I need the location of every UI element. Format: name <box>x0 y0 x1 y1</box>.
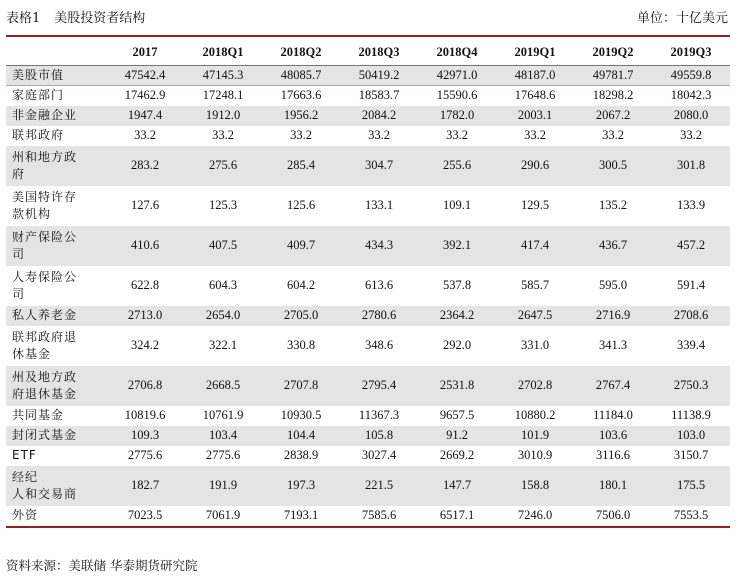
value-cell: 2668.5 <box>184 366 262 406</box>
value-cell: 324.2 <box>130 338 160 352</box>
value-cell: 407.5 <box>184 226 262 266</box>
value-cell: 9657.5 <box>439 408 475 422</box>
value-cell: 133.1 <box>364 198 394 212</box>
value-cell: 331.0 <box>520 338 550 352</box>
value-cell: 392.1 <box>418 226 496 266</box>
col-header: 2017 <box>106 40 184 66</box>
value-cell: 18042.3 <box>670 88 712 103</box>
row-label: 美国特许存 款机构 <box>12 189 78 221</box>
value-cell: 2531.8 <box>418 366 496 406</box>
value-cell: 409.7 <box>262 226 340 266</box>
row-label: 外资 <box>6 506 106 527</box>
table-row <box>6 366 730 406</box>
value-cell: 275.6 <box>184 146 262 186</box>
value-cell: 109.3 <box>106 426 184 446</box>
value-cell: 103.6 <box>574 426 652 446</box>
value-cell: 2750.3 <box>652 366 730 406</box>
value-cell: 15590.6 <box>436 88 478 103</box>
value-cell: 10819.6 <box>124 408 166 422</box>
value-cell: 304.7 <box>340 146 418 186</box>
value-cell: 2067.2 <box>574 106 652 126</box>
col-header: 2018Q1 <box>184 40 262 66</box>
value-cell: 2838.9 <box>283 448 319 462</box>
value-cell: 17462.9 <box>124 88 166 103</box>
row-label: 州及地方政 府退休基金 <box>6 366 106 406</box>
table-row <box>6 426 730 446</box>
value-cell: 17663.6 <box>280 88 322 103</box>
value-cell: 2654.0 <box>184 306 262 326</box>
value-cell: 2775.6 <box>127 448 163 462</box>
value-cell: 180.1 <box>574 466 652 506</box>
value-cell: 2084.2 <box>340 106 418 126</box>
row-label: 经纪 人和交易商 <box>6 466 106 506</box>
value-cell: 2080.0 <box>652 106 730 126</box>
value-cell: 255.6 <box>418 146 496 186</box>
value-cell: 2669.2 <box>439 448 475 462</box>
value-cell: 109.1 <box>442 198 472 212</box>
value-cell: 47542.4 <box>106 66 184 86</box>
table-row <box>6 406 730 426</box>
value-cell: 300.5 <box>574 146 652 186</box>
value-cell: 2706.8 <box>106 366 184 406</box>
table-row <box>6 146 730 186</box>
value-cell: 322.1 <box>208 338 238 352</box>
value-cell: 33.2 <box>680 128 702 142</box>
value-cell: 7246.0 <box>496 506 574 527</box>
header-row <box>6 40 730 66</box>
value-cell: 1956.2 <box>262 106 340 126</box>
value-cell: 457.2 <box>652 226 730 266</box>
row-label: 州和地方政 府 <box>6 146 106 186</box>
table-row <box>6 86 730 106</box>
value-cell: 11138.9 <box>671 408 711 422</box>
value-cell: 2780.6 <box>340 306 418 326</box>
value-cell: 33.2 <box>602 128 624 142</box>
investor-structure-table <box>6 40 730 528</box>
value-cell: 103.0 <box>652 426 730 446</box>
table-row <box>6 506 730 527</box>
value-cell: 10761.9 <box>202 408 244 422</box>
value-cell: 10880.2 <box>514 408 556 422</box>
value-cell: 11367.3 <box>358 408 400 422</box>
top-rule <box>6 35 730 37</box>
value-cell: 158.8 <box>496 466 574 506</box>
corner-cell <box>6 40 106 66</box>
row-label: ETF <box>12 448 37 462</box>
col-header: 2018Q3 <box>340 40 418 66</box>
value-cell: 191.9 <box>184 466 262 506</box>
value-cell: 7553.5 <box>652 506 730 527</box>
value-cell: 50419.2 <box>340 66 418 86</box>
value-cell: 47145.3 <box>184 66 262 86</box>
row-label: 家庭部门 <box>12 88 65 103</box>
value-cell: 585.7 <box>520 278 550 292</box>
col-header: 2018Q4 <box>418 40 496 66</box>
table-row <box>6 106 730 126</box>
col-header: 2018Q2 <box>262 40 340 66</box>
value-cell: 33.2 <box>446 128 468 142</box>
value-cell: 104.4 <box>262 426 340 446</box>
row-label: 美股市值 <box>6 66 106 86</box>
value-cell: 410.6 <box>106 226 184 266</box>
value-cell: 129.5 <box>520 198 550 212</box>
value-cell: 147.7 <box>418 466 496 506</box>
value-cell: 2705.0 <box>262 306 340 326</box>
value-cell: 197.3 <box>262 466 340 506</box>
row-label: 人寿保险公 司 <box>12 269 78 301</box>
value-cell: 2707.8 <box>262 366 340 406</box>
value-cell: 292.0 <box>442 338 472 352</box>
value-cell: 2708.6 <box>652 306 730 326</box>
value-cell: 17648.6 <box>514 88 556 103</box>
value-cell: 7023.5 <box>106 506 184 527</box>
value-cell: 42971.0 <box>418 66 496 86</box>
value-cell: 18298.2 <box>592 88 634 103</box>
value-cell: 348.6 <box>364 338 394 352</box>
row-label: 联邦政府退 休基金 <box>12 329 78 361</box>
value-cell: 3116.6 <box>596 448 630 462</box>
value-cell: 2716.9 <box>574 306 652 326</box>
value-cell: 175.5 <box>652 466 730 506</box>
table-title: 美股投资者结构 <box>54 10 146 26</box>
value-cell: 18583.7 <box>358 88 400 103</box>
value-cell: 2713.0 <box>106 306 184 326</box>
value-cell: 537.8 <box>442 278 472 292</box>
value-cell: 283.2 <box>106 146 184 186</box>
value-cell: 3150.7 <box>673 448 709 462</box>
table-row <box>6 306 730 326</box>
row-label: 封闭式基金 <box>6 426 106 446</box>
value-cell: 221.5 <box>340 466 418 506</box>
value-cell: 3027.4 <box>361 448 397 462</box>
row-label: 非金融企业 <box>6 106 106 126</box>
value-cell: 125.6 <box>286 198 316 212</box>
value-cell: 434.3 <box>340 226 418 266</box>
value-cell: 48085.7 <box>262 66 340 86</box>
value-cell: 10930.5 <box>280 408 322 422</box>
value-cell: 135.2 <box>598 198 628 212</box>
value-cell: 2647.5 <box>496 306 574 326</box>
value-cell: 49559.8 <box>652 66 730 86</box>
value-cell: 301.8 <box>652 146 730 186</box>
value-cell: 11184.0 <box>593 408 633 422</box>
table-row <box>6 326 730 366</box>
value-cell: 33.2 <box>524 128 546 142</box>
value-cell: 182.7 <box>106 466 184 506</box>
row-label: 财产保险公 司 <box>6 226 106 266</box>
table-row <box>6 126 730 146</box>
value-cell: 7506.0 <box>574 506 652 527</box>
table-caption <box>6 5 728 27</box>
table-row <box>6 466 730 506</box>
value-cell: 6517.1 <box>418 506 496 527</box>
value-cell: 604.2 <box>286 278 316 292</box>
row-label: 联邦政府 <box>12 128 65 142</box>
value-cell: 613.6 <box>364 278 394 292</box>
value-cell: 290.6 <box>496 146 574 186</box>
value-cell: 285.4 <box>262 146 340 186</box>
value-cell: 91.2 <box>418 426 496 446</box>
value-cell: 101.9 <box>496 426 574 446</box>
value-cell: 339.4 <box>676 338 706 352</box>
value-cell: 33.2 <box>290 128 312 142</box>
value-cell: 330.8 <box>286 338 316 352</box>
value-cell: 7193.1 <box>262 506 340 527</box>
value-cell: 125.3 <box>208 198 238 212</box>
value-cell: 1947.4 <box>106 106 184 126</box>
table-row <box>6 266 730 306</box>
value-cell: 591.4 <box>676 278 706 292</box>
value-cell: 2775.6 <box>205 448 241 462</box>
value-cell: 105.8 <box>340 426 418 446</box>
value-cell: 2364.2 <box>418 306 496 326</box>
col-header: 2019Q1 <box>496 40 574 66</box>
row-label: 共同基金 <box>12 408 65 422</box>
source-note: 资料来源：美联储 华泰期货研究院 <box>6 558 198 573</box>
table-row <box>6 446 730 466</box>
value-cell: 2003.1 <box>496 106 574 126</box>
col-header: 2019Q2 <box>574 40 652 66</box>
value-cell: 604.3 <box>208 278 238 292</box>
table-number: 表格1 <box>6 10 41 26</box>
value-cell: 48187.0 <box>496 66 574 86</box>
value-cell: 595.0 <box>598 278 628 292</box>
value-cell: 7585.6 <box>340 506 418 527</box>
value-cell: 622.8 <box>130 278 160 292</box>
value-cell: 127.6 <box>130 198 160 212</box>
unit-label: 单位：十亿美元 <box>636 10 728 26</box>
value-cell: 103.4 <box>184 426 262 446</box>
table-row <box>6 66 730 86</box>
value-cell: 1912.0 <box>184 106 262 126</box>
value-cell: 2702.8 <box>496 366 574 406</box>
row-label: 私人养老金 <box>6 306 106 326</box>
value-cell: 341.3 <box>598 338 628 352</box>
value-cell: 49781.7 <box>574 66 652 86</box>
table-body <box>6 66 730 527</box>
value-cell: 2767.4 <box>574 366 652 406</box>
col-header: 2019Q3 <box>652 40 730 66</box>
table-row <box>6 226 730 266</box>
value-cell: 417.4 <box>496 226 574 266</box>
value-cell: 33.2 <box>368 128 390 142</box>
table-row <box>6 186 730 226</box>
value-cell: 3010.9 <box>517 448 553 462</box>
value-cell: 1782.0 <box>418 106 496 126</box>
value-cell: 17248.1 <box>202 88 244 103</box>
value-cell: 436.7 <box>574 226 652 266</box>
value-cell: 33.2 <box>134 128 156 142</box>
value-cell: 33.2 <box>212 128 234 142</box>
value-cell: 133.9 <box>676 198 706 212</box>
value-cell: 7061.9 <box>184 506 262 527</box>
value-cell: 2795.4 <box>340 366 418 406</box>
